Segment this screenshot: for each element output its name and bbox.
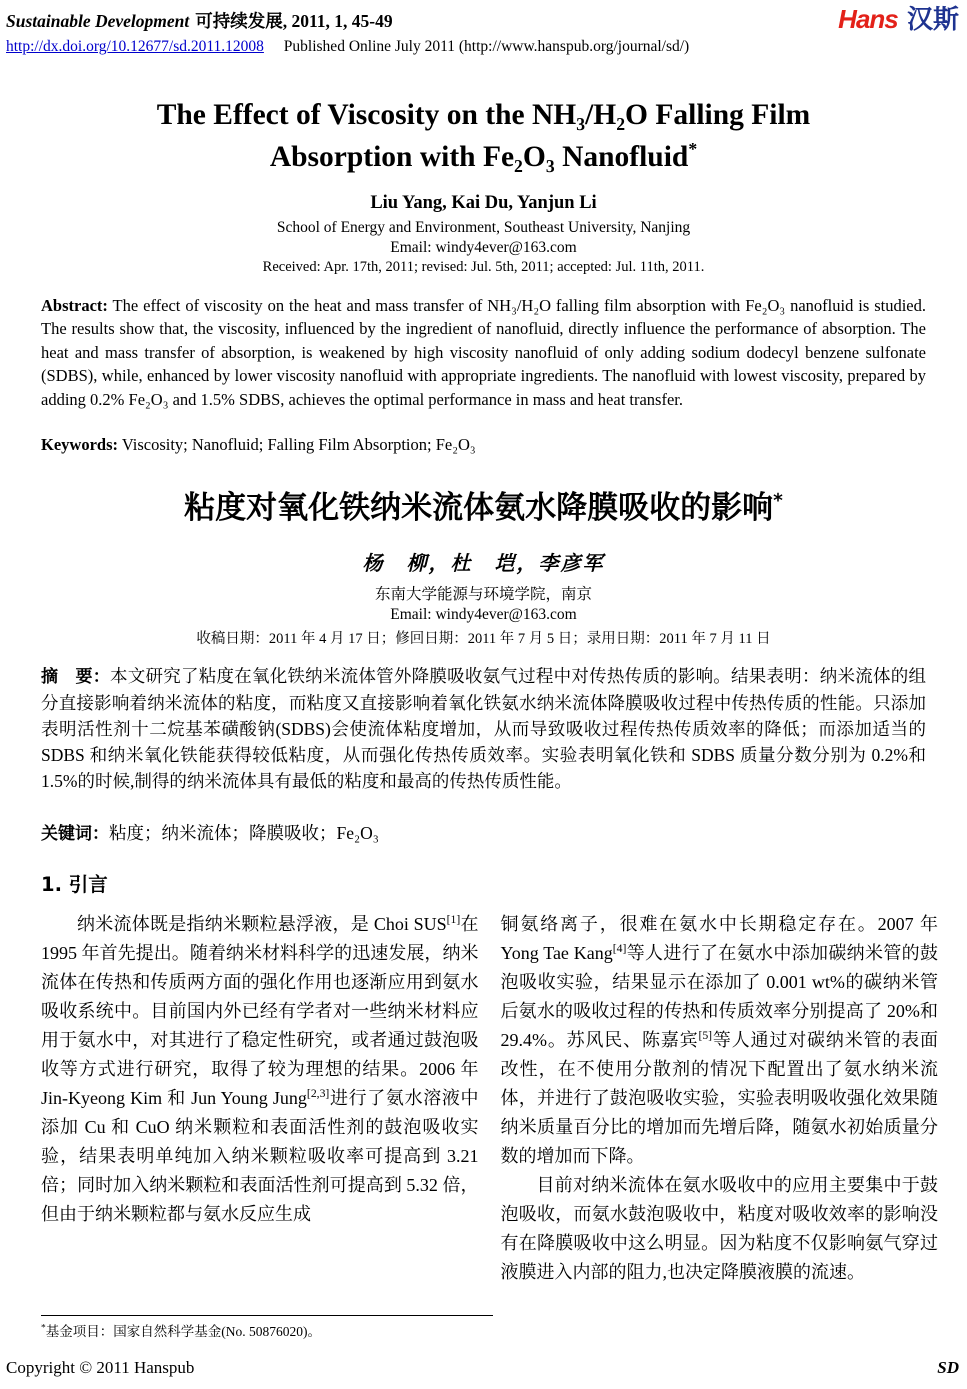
hanspub-logo-cn-text: 汉斯 — [906, 4, 959, 34]
body-column-right — [501, 910, 939, 1287]
email-zh: Email: windy4ever@163.com — [390, 606, 577, 624]
paper-title-zh — [41, 482, 926, 527]
paper-title-en-footnote-marker: * — [688, 139, 698, 160]
email-en: Email: windy4ever@163.com — [390, 239, 577, 256]
affiliation-en: School of Energy and Environment, Southeast University, Nanjing — [276, 219, 691, 236]
journal-header — [6, 4, 961, 56]
abstract-zh-label: 摘 要： — [41, 667, 110, 688]
keywords-zh — [41, 819, 926, 845]
journal-title-line — [6, 8, 961, 33]
body-columns — [41, 910, 938, 1287]
body-paragraph: 纳米流体既是指纳米颗粒悬浮液，是 Choi SUS[1]在 1995 年首先提出。随着纳米材料科学的迅速发展，纳米流体在传热和传质两方面的强化作用也逐渐应用到氨水吸收系统中。目前国内外已经有学者对一些纳米材料应用于氨水中，对其进行了稳定性研究，或者通过鼓泡吸收等方式进行研究，取得了较为理想的结果。2006 年 Jin-Kyeong Kim 和 Jun Young Jung[2,3]进行了氨水溶液中添加 Cu 和 CuO 纳米颗粒和表面活性剂的鼓泡吸收实验，结果表明单纯加入纳米颗粒吸收率可提高到 3.21 倍；同时加入纳米颗粒和表面活性剂可提高到 5.32 倍，但由于纳米颗粒都与氨水反应生成 — [41, 913, 479, 1225]
hanspub-logo — [838, 6, 959, 32]
footnote-marker: * — [41, 1323, 46, 1334]
journal-meta: 可持续发展, 2011, 1, 45-49 — [195, 11, 393, 31]
keywords-zh-text: 粘度；纳米流体；降膜吸收；Fe₂O₃ — [109, 823, 379, 844]
affiliation-zh: 东南大学能源与环境学院，南京 — [374, 586, 592, 604]
doi-line — [6, 38, 961, 56]
abstract-zh — [41, 663, 926, 794]
received-dates-zh: 收稿日期：2011 年 4 月 17 日；修回日期：2011 年 7 月 5 日；录用日期：2011 年 7 月 11 日 — [196, 631, 771, 648]
footer-journal-code: SD — [937, 1358, 959, 1377]
abstract-en — [41, 294, 926, 411]
hanspub-logo-hans-text: Hans — [838, 4, 898, 34]
paper-title-en-line2: Absorption with Fe₂O₃ Nanofluid — [269, 141, 689, 173]
published-info: Published Online July 2011 (http://www.hanspub.org/journal/sd/) — [283, 38, 690, 55]
body-paragraph: 铜氨络离子，很难在氨水中长期稳定存在。2007 年 Yong Tae Kang[4]等人进行了在氨水中添加碳纳米管的鼓泡吸收实验，结果显示在添加了 0.001 wt%的碳纳米管后氨水的吸收过程的传热和传质效率分别提高了 20%和 29.4%。苏风民、陈嘉宾[5]等人通过对碳纳米管的表面改性，在不使用分散剂的情况下配置出了氨水纳米流体，并进行了鼓泡吸收实验，实验表明吸收强化效果随纳米质量百分比的增加而先增后降，随氨水初始质量分数的增加而下降。 — [500, 914, 939, 1167]
keywords-en-label: Keywords: — [41, 435, 118, 455]
paper-title-en — [41, 94, 926, 178]
body-column-left — [41, 910, 479, 1287]
section-heading-intro: 1. 引言 — [41, 873, 108, 897]
received-dates-en: Received: Apr. 17th, 2011; revised: Jul. 5th, 2011; accepted: Jul. 11th, 2011. — [262, 259, 705, 275]
funding-footnote — [41, 1315, 493, 1340]
abstract-zh-text: 本文研究了粘度在氧化铁纳米流体管外降膜吸收氨气过程中对传热传质的影响。结果表明：纳米流体的组分直接影响着纳米流体的粘度，而粘度又直接影响着氧化铁氨水纳米流体降膜吸收过程中传热传质的性能。只添加表明活性剂十二烷基苯磺酸钠(SDBS)会使流体粘度增加，从而导致吸收过程传热传质效率的降低；而添加适当的 SDBS 和纳米氧化铁能获得较低粘度，从而强化传热传质效率。实验表明氧化铁和 SDBS 质量分数分别为 0.2%和 1.5%的时候,制得的纳米流体具有最低的粘度和最高的传热传质性能。 — [41, 666, 927, 792]
journal-name: Sustainable Development — [6, 11, 190, 31]
paper-title-zh-footnote-marker: * — [773, 490, 783, 512]
authors-zh: 杨 柳，杜 垲，李彦军 — [362, 553, 605, 576]
body-paragraph: 目前对纳米流体在氨水吸收中的应用主要集中于鼓泡吸收，而氨水鼓泡吸收中，粘度对吸收效率的影响没有在降膜吸收中这么明显。因为粘度不仅影响氨气穿过液膜进入内部的阻力,也决定降膜液膜的流速。 — [500, 1175, 938, 1283]
footnote-rule — [41, 1315, 493, 1316]
abstract-en-label: Abstract: — [41, 296, 108, 315]
abstract-en-text: The effect of viscosity on the heat and mass transfer of NH₃/H₂O falling film absorption with Fe₂O₃ nanofluid is studied. The results show that, the viscosity, influenced by the ingredient of nanofluid, directly influence the performance of absorption. The heat and mass transfer of absorption, is weakened by high viscosity nanofluid of only adding sodium dodecyl benzene sulfonate (SDBS), while, enhanced by lower viscosity nanofluid with appropriate ingredients. The nanofluid with lowest viscosity, prepared by adding 0.2% Fe₂O₃ and 1.5% SDBS, achieves the optimal performance in mass and heat transfer. — [41, 296, 926, 409]
keywords-en — [41, 435, 926, 455]
footnote-text: 基金项目：国家自然科学基金(No. 50876020)。 — [45, 1324, 321, 1339]
keywords-zh-label: 关键词： — [41, 824, 109, 845]
page-footer — [6, 1358, 959, 1378]
footer-copyright: Copyright © 2011 Hanspub — [6, 1358, 195, 1377]
doi-link[interactable]: http://dx.doi.org/10.12677/sd.2011.12008 — [6, 38, 264, 55]
keywords-en-text: Viscosity; Nanofluid; Falling Film Absorption; Fe₂O₃ — [118, 435, 476, 455]
paper-title-zh-text: 粘度对氧化铁纳米流体氨水降膜吸收的影响 — [184, 490, 774, 527]
paper-title-en-line1: The Effect of Viscosity on the NH₃/H₂O Falling Film — [156, 99, 811, 131]
authors-en: Liu Yang, Kai Du, Yanjun Li — [370, 193, 597, 213]
